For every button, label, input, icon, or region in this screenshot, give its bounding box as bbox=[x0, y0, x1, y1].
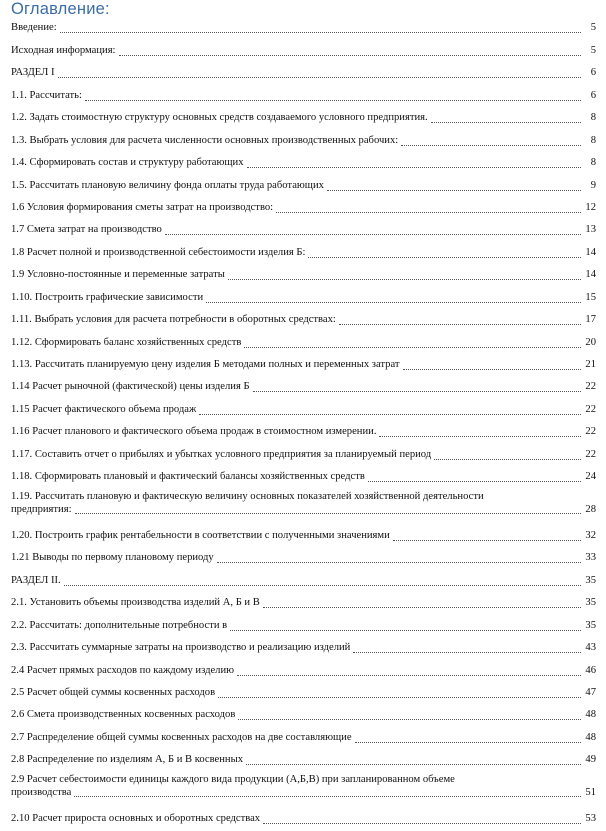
dot-leader bbox=[75, 511, 581, 514]
toc-entry[interactable] bbox=[11, 491, 596, 516]
toc-entry-text: РАЗДЕЛ II. bbox=[11, 575, 61, 586]
toc-entry-text: 1.2. Задать стоимостную структуру основных средств создаваемого условного предприятия. bbox=[11, 112, 428, 123]
toc-page-number: 35 bbox=[585, 575, 596, 586]
toc-page-number: 8 bbox=[590, 157, 596, 168]
toc-page-number: 43 bbox=[585, 642, 596, 653]
toc-entry[interactable] bbox=[11, 157, 596, 170]
toc-entry[interactable] bbox=[11, 449, 596, 462]
toc-page-number: 22 bbox=[585, 381, 596, 392]
dot-leader bbox=[253, 389, 581, 392]
dot-leader bbox=[230, 628, 581, 631]
toc-entry-text: 1.3. Выбрать условия для расчета численности основных производственных рабочих: bbox=[11, 135, 399, 146]
toc-entry[interactable] bbox=[11, 180, 596, 193]
toc-page-number: 22 bbox=[585, 449, 596, 460]
toc-entry-text: 1.1. Рассчитать: bbox=[11, 90, 82, 101]
toc-page-number: 28 bbox=[585, 503, 596, 515]
toc-entry-text: 1.9 Условно-постоянные и переменные затраты bbox=[11, 269, 225, 280]
toc-entry-text: 1.17. Составить отчет о прибылях и убытках условного предприятия за планируемый период bbox=[11, 449, 432, 460]
toc-entry-text: 2.9 Расчет себестоимости единицы каждого вида продукции (А,Б,В) при запланированном объеме bbox=[11, 774, 455, 785]
toc-entry-text: 2.10 Расчет прироста основных и оборотных средствах bbox=[11, 813, 261, 824]
toc-entry[interactable] bbox=[11, 112, 596, 125]
dot-leader bbox=[431, 120, 581, 123]
toc-entry[interactable] bbox=[11, 426, 596, 439]
dot-leader bbox=[353, 650, 581, 653]
dot-leader bbox=[434, 457, 581, 460]
toc-entry-text: РАЗДЕЛ I bbox=[11, 67, 55, 78]
toc-page-number: 6 bbox=[590, 90, 596, 101]
toc-entry[interactable] bbox=[11, 22, 596, 35]
toc-entry[interactable] bbox=[11, 754, 596, 767]
toc-entry[interactable] bbox=[11, 314, 596, 327]
toc-entry[interactable] bbox=[11, 224, 596, 237]
toc-page-number: 51 bbox=[585, 786, 596, 798]
dot-leader bbox=[218, 695, 581, 698]
toc-entry-text: 1.5. Рассчитать плановую величину фонда оплаты труда работающих bbox=[11, 180, 324, 191]
toc-entry[interactable] bbox=[11, 530, 596, 543]
toc-entry-text: 1.18. Сформировать плановый и фактический балансы хозяйственных средств bbox=[11, 471, 365, 482]
toc-entry[interactable] bbox=[11, 552, 596, 565]
toc-entry-text: 1.4. Сформировать состав и структуру работающих bbox=[11, 157, 244, 168]
toc-entry[interactable] bbox=[11, 774, 596, 799]
toc-page-number: 14 bbox=[585, 247, 596, 258]
dot-leader bbox=[308, 255, 581, 258]
dot-leader bbox=[247, 165, 581, 168]
toc-page-number: 8 bbox=[590, 135, 596, 146]
dot-leader bbox=[199, 412, 581, 415]
toc-entry-text: 1.19. Рассчитать плановую и фактическую величину основных показателей хозяйственной деятельности bbox=[11, 491, 484, 502]
toc-page-number: 5 bbox=[590, 45, 596, 56]
dot-leader bbox=[327, 188, 581, 191]
toc-page-number: 32 bbox=[585, 530, 596, 541]
toc-page-number: 14 bbox=[585, 269, 596, 280]
dot-leader bbox=[246, 762, 581, 765]
toc-entry[interactable] bbox=[11, 247, 596, 260]
toc-entry[interactable] bbox=[11, 471, 596, 484]
toc-entry-text-continued: предприятия: bbox=[11, 503, 72, 515]
toc-entry[interactable] bbox=[11, 202, 596, 215]
toc-entry[interactable] bbox=[11, 732, 596, 745]
toc-entry-text: 1.21 Выводы по первому плановому периоду bbox=[11, 552, 214, 563]
dot-leader bbox=[237, 673, 581, 676]
dot-leader bbox=[393, 538, 581, 541]
toc-page-number: 35 bbox=[585, 620, 596, 631]
toc-page-number: 47 bbox=[585, 687, 596, 698]
dot-leader bbox=[58, 75, 581, 78]
dot-leader bbox=[85, 98, 581, 101]
toc-entry-text: 1.16 Расчет планового и фактического объема продаж в стоимостном измерении. bbox=[11, 426, 377, 437]
toc-entry-text: 1.8 Расчет полной и производственной себестоимости изделия Б: bbox=[11, 247, 306, 258]
toc-entry[interactable] bbox=[11, 135, 596, 148]
toc-page-number: 13 bbox=[585, 224, 596, 235]
toc-page-number: 48 bbox=[585, 709, 596, 720]
dot-leader bbox=[263, 821, 581, 824]
dot-leader bbox=[60, 30, 581, 33]
toc-entry-text: 2.7 Распределение общей суммы косвенных расходов на две составляющие bbox=[11, 732, 352, 743]
dot-leader bbox=[64, 583, 581, 586]
toc-page-number: 35 bbox=[585, 597, 596, 608]
toc-entry[interactable] bbox=[11, 709, 596, 722]
dot-leader bbox=[244, 345, 581, 348]
toc-entry[interactable] bbox=[11, 813, 596, 826]
toc-entry-text: 1.7 Смета затрат на производство bbox=[11, 224, 162, 235]
dot-leader bbox=[401, 143, 581, 146]
toc-entry[interactable] bbox=[11, 292, 596, 305]
toc-entry-text: 2.6 Смета производственных косвенных расходов bbox=[11, 709, 236, 720]
toc-page-number: 21 bbox=[585, 359, 596, 370]
dot-leader bbox=[403, 367, 581, 370]
toc-entry[interactable] bbox=[11, 269, 596, 282]
toc-entry[interactable] bbox=[11, 620, 596, 633]
toc-page-number: 48 bbox=[585, 732, 596, 743]
dot-leader bbox=[228, 277, 581, 280]
toc-entry[interactable] bbox=[11, 597, 596, 610]
toc-page-number: 15 bbox=[585, 292, 596, 303]
toc-entry[interactable] bbox=[11, 665, 596, 678]
toc-page-number: 24 bbox=[585, 471, 596, 482]
dot-leader bbox=[217, 560, 581, 563]
toc-page-number: 46 bbox=[585, 665, 596, 676]
toc-entry-text-continued: производства bbox=[11, 786, 72, 798]
toc-entry-text: Исходная информация: bbox=[11, 45, 116, 56]
toc-page-number: 20 bbox=[585, 337, 596, 348]
toc-entry-text: 2.2. Рассчитать: дополнительные потребности в bbox=[11, 620, 228, 631]
toc-entry[interactable] bbox=[11, 687, 596, 700]
dot-leader bbox=[238, 717, 581, 720]
toc-entry[interactable] bbox=[11, 404, 596, 417]
toc-page-number: 22 bbox=[585, 426, 596, 437]
toc-entry-text: 1.15 Расчет фактического объема продаж bbox=[11, 404, 197, 415]
dot-leader bbox=[263, 605, 581, 608]
toc-page-number: 33 bbox=[585, 552, 596, 563]
toc-entry[interactable] bbox=[11, 90, 596, 103]
toc-page-number: 53 bbox=[585, 813, 596, 824]
toc-entry-text: 1.20. Построить график рентабельности в соответствии с полученными значениями bbox=[11, 530, 390, 541]
dot-leader bbox=[276, 210, 581, 213]
toc-entry[interactable] bbox=[11, 381, 596, 394]
toc-page-number: 6 bbox=[590, 67, 596, 78]
dot-leader bbox=[165, 232, 581, 235]
toc-entry[interactable] bbox=[11, 45, 596, 58]
dot-leader bbox=[206, 300, 581, 303]
toc-entry-text: 1.6 Условия формирования сметы затрат на производство: bbox=[11, 202, 274, 213]
toc-entry-text: Введение: bbox=[11, 22, 57, 33]
dot-leader bbox=[339, 322, 581, 325]
toc-page-number: 9 bbox=[590, 180, 596, 191]
dot-leader bbox=[379, 434, 581, 437]
toc-page-number: 8 bbox=[590, 112, 596, 123]
toc-entry-text: 1.13. Рассчитать планируемую цену изделия Б методами полных и переменных затрат bbox=[11, 359, 400, 370]
toc-page-number: 22 bbox=[585, 404, 596, 415]
toc-entry[interactable] bbox=[11, 67, 596, 80]
toc-page-number: 17 bbox=[585, 314, 596, 325]
toc-entry-text: 2.4 Расчет прямых расходов по каждому изделию bbox=[11, 665, 235, 676]
toc-entry-text: 1.11. Выбрать условия для расчета потребности в оборотных средствах: bbox=[11, 314, 336, 325]
toc-entry-text: 2.8 Распределение по изделиям А, Б и В косвенных bbox=[11, 754, 244, 765]
toc-page-number: 49 bbox=[585, 754, 596, 765]
toc-entry-text: 2.5 Расчет общей суммы косвенных расходов bbox=[11, 687, 216, 698]
toc-entry-text: 1.10. Построить графические зависимости bbox=[11, 292, 204, 303]
toc-entry[interactable] bbox=[11, 359, 596, 372]
toc-title: Оглавление: bbox=[11, 0, 110, 18]
toc-entry-text: 2.1. Установить объемы производства изделий А, Б и В bbox=[11, 597, 260, 608]
dot-leader bbox=[119, 53, 581, 56]
dot-leader bbox=[74, 794, 581, 797]
toc-page-number: 5 bbox=[590, 22, 596, 33]
toc-entry[interactable] bbox=[11, 337, 596, 350]
toc-entry[interactable] bbox=[11, 642, 596, 655]
toc-entry[interactable] bbox=[11, 575, 596, 588]
dot-leader bbox=[368, 479, 581, 482]
toc-entry-text: 1.14 Расчет рыночной (фактической) цены изделия Б bbox=[11, 381, 250, 392]
toc-page-number: 12 bbox=[585, 202, 596, 213]
toc-entry-text: 1.12. Сформировать баланс хозяйственных средств bbox=[11, 337, 242, 348]
dot-leader bbox=[355, 740, 581, 743]
toc-entry-text: 2.3. Рассчитать суммарные затраты на производство и реализацию изделий bbox=[11, 642, 351, 653]
